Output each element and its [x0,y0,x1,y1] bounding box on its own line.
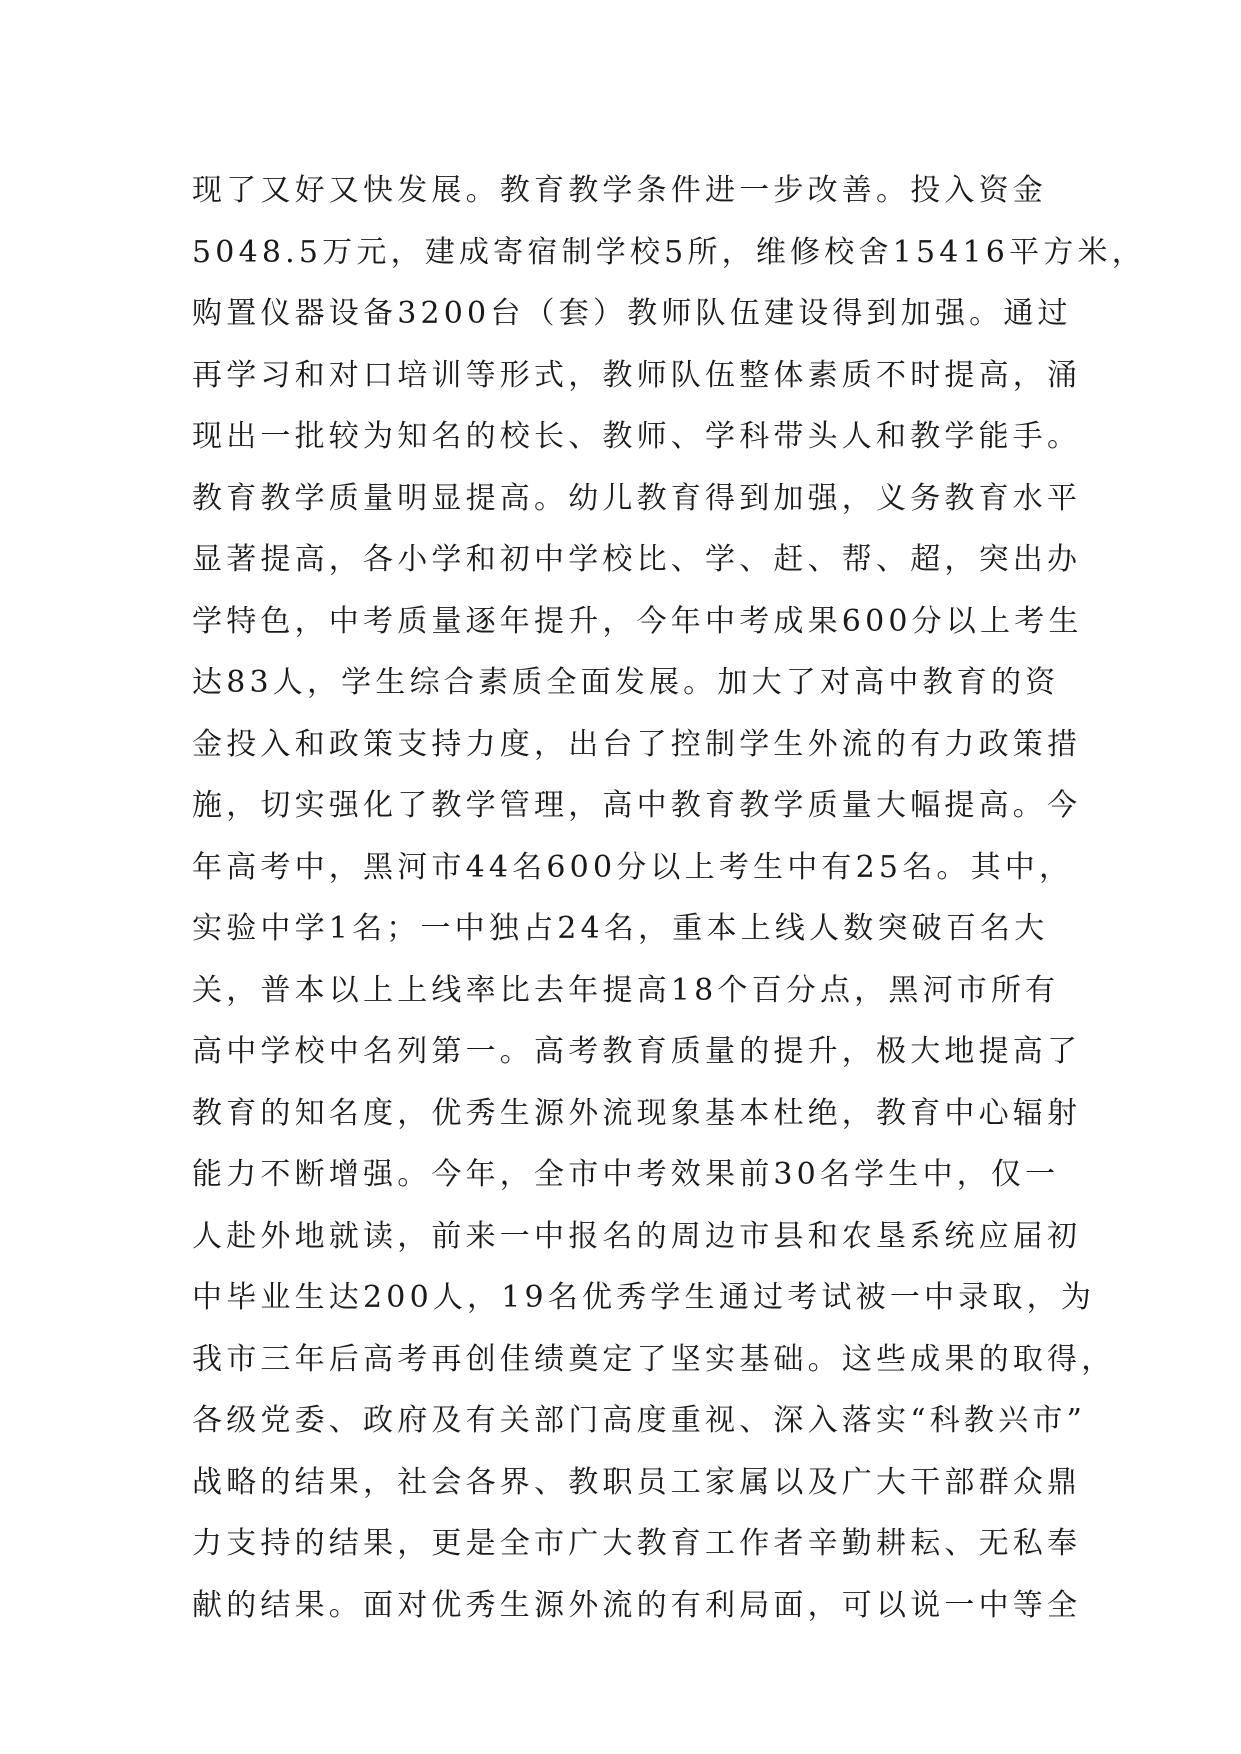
text-line: 学特色，中考质量逐年提升，今年中考成果600分以上考生 [192,603,1083,639]
text-line: 关，普本以上上线率比去年提高18个百分点，黑河市所有 [192,972,1060,1008]
text-line: 战略的结果，社会各界、教职员工家属以及广大干部群众鼎 [192,1464,1082,1500]
text-line: 购置仪器设备3200台（套）教师队伍建设得到加强。通过 [192,296,1072,331]
text-line: 我市三年后高考再创佳绩奠定了坚实基础。这些成果的取得， [192,1341,1116,1377]
text-line: 金投入和政策支持力度，出台了控制学生外流的有力政策措 [192,726,1082,762]
text-line: 再学习和对口培训等形式，教师队伍整体素质不时提高，涌 [192,357,1082,393]
text-line: 中毕业生达200人，19名优秀学生通过考试被一中录取，为 [192,1280,1096,1315]
text-line: 实验中学1名；一中独占24名，重本上线人数突破百名大 [192,911,1049,946]
text-line: 各级党委、政府及有关部门高度重视、深入落实“科教兴市” [192,1403,1087,1438]
text-line: 教育的知名度，优秀生源外流现象基本杜绝，教育中心辐射 [192,1095,1082,1131]
text-line: 显著提高，各小学和初中学校比、学、赶、帮、超，突出办 [192,542,1082,577]
text-line: 施，切实强化了教学管理，高中教育教学质量大幅提高。今 [192,788,1082,823]
body-text [192,160,1146,1636]
text-line: 力支持的结果，更是全市广大教育工作者辛勤耕耘、无私奉 [192,1526,1082,1561]
text-line: 现了又好又快发展。教育教学条件进一步改善。投入资金 [192,173,1047,208]
text-line: 达83人，学生综合素质全面发展。加大了对高中教育的资 [192,665,1060,700]
text-line: 教育教学质量明显提高。幼儿教育得到加强，义务教育水平 [192,480,1082,516]
text-line: 能力不断增强。今年，全市中考效果前30名学生中，仅一 [192,1157,1060,1192]
text-line: 5048.5万元，建成寄宿制学校5所，维修校舍15416平方米， [192,234,1146,270]
text-line: 高中学校中名列第一。高考教育质量的提升，极大地提高了 [192,1034,1082,1069]
text-line: 现出一批较为知名的校长、教师、学科带头人和教学能手。 [192,419,1082,454]
text-line: 献的结果。面对优秀生源外流的有利局面，可以说一中等全 [192,1587,1082,1623]
text-line: 年高考中，黑河市44名600分以上考生中有25名。其中， [192,849,1074,885]
text-line: 人赴外地就读，前来一中报名的周边市县和农垦系统应届初 [192,1218,1082,1254]
